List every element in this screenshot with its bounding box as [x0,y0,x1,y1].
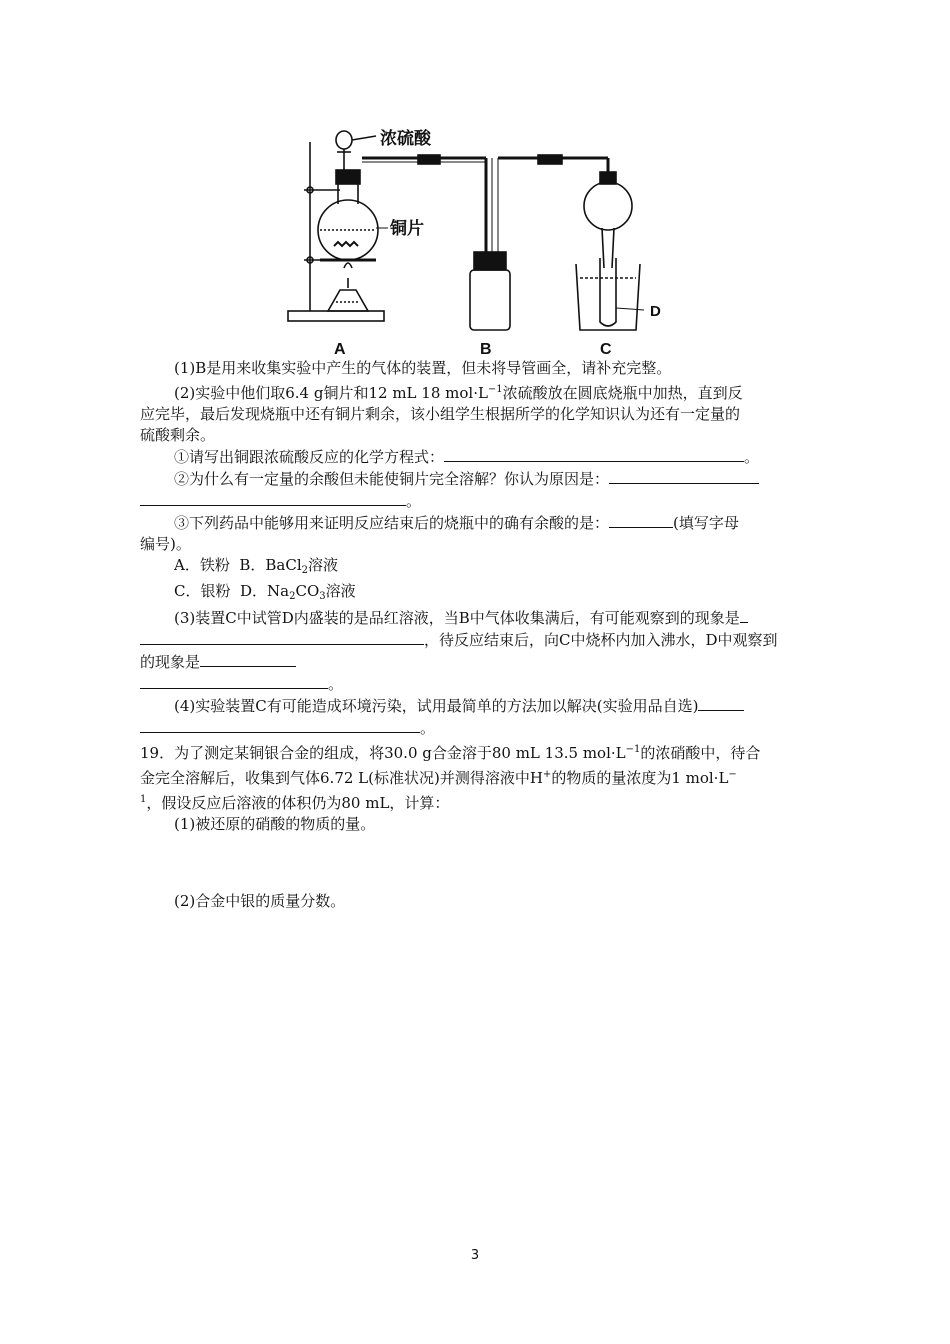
answer-blank[interactable] [609,512,673,528]
label-c: C [600,341,612,358]
alcohol-lamp [328,290,368,311]
bottle-b-stopper [474,252,506,270]
q2-line3: 硫酸剩余。 [140,426,216,444]
answer-blank[interactable] [140,673,328,689]
question-text [140,358,812,912]
answer-blank[interactable] [444,446,744,462]
answer-blank[interactable] [140,629,424,645]
answer-blank[interactable] [609,468,759,484]
q19-part1: (1)被还原的硝酸的物质的量。 [174,815,376,833]
q2-sub2: ②为什么有一定量的余酸但未能使铜片完全溶解？你认为原因是： [140,468,812,490]
label-b: B [480,341,492,358]
answer-blank[interactable] [698,695,744,711]
stand-base [288,311,384,321]
answer-blank[interactable] [140,717,420,733]
q19-line2: 金完全溶解后，收集到气体6.72 L(标准状况)并测得溶液中H+的物质的量浓度为1 mol·L− [140,769,737,787]
answer-blank[interactable] [200,651,296,667]
separatory-funnel [336,131,352,149]
q19-line1: 19．为了测定某铜银合金的组成，将30.0 g合金溶于80 mL 13.5 $mol\cdot L^{-1}$的浓硝酸中，待合 [140,744,761,762]
test-tube-d [600,258,616,326]
page-number: 3 [470,1248,480,1263]
q2-line1: (2)实验中他们取6.4 g铜片和12 mL 18 $mol\cdot L^{-1}$浓硫酸放在圆底烧瓶中加热，直到反 [174,384,743,402]
options-cd: C．银粉 D．$Na_2CO_3$溶液 [174,582,356,602]
q4-line1: (4)实验装置C有可能造成环境污染，试用最简单的方法加以解决(实验用品自选) [140,695,812,717]
q19-line3: $^1$，假设反应后溶液的体积仍为80 mL，计算： [140,794,450,812]
label-d: D [650,303,661,320]
q2-line2: 应完毕，最后发现烧瓶中还有铜片剩余，该小组学生根据所学的化学知识认为还有一定量的 [140,405,741,423]
label-concentrated-sulfuric-acid: 浓硫酸 [380,129,431,148]
q3-line1: (3)装置C中试管D内盛装的是品红溶液，当B中气体收集满后，有可能观察到的现象是 [140,607,812,629]
options-ab: A．铁粉 B．BaCl$_2$溶液 [174,556,339,576]
q2-sub3: ③下列药品中能够用来证明反应结束后的烧瓶中的确有余酸的是： (填写字母 [174,514,739,532]
q4-line2: 。 [140,717,812,739]
answer-blank[interactable] [140,490,406,506]
bulb-flask [584,182,632,230]
q2-sub2-cont: 。 [140,490,812,512]
q1-text: (1)B是用来收集实验中产生的气体的装置，但未将导管画全，请补充完整。 [174,359,672,377]
label-a: A [334,341,346,358]
collecting-bottle [470,270,510,330]
answer-blank[interactable] [740,607,748,623]
q19-part2: (2)合金中银的质量分数。 [174,892,346,910]
apparatus-diagram [280,118,680,358]
beaker [576,264,640,330]
q2-sub3-line2: 编号)。 [140,535,191,553]
apparatus-figure [280,118,680,358]
label-copper-sheet: 铜片 [390,219,424,238]
q2-sub1: ①请写出铜跟浓硫酸反应的化学方程式： 。 [174,448,760,466]
q3-line4: 。 [140,673,812,695]
q3-line3: 的现象是 [140,651,812,673]
q3-line2: ，待反应结束后，向C中烧杯内加入沸水，D中观察到 [140,629,812,651]
